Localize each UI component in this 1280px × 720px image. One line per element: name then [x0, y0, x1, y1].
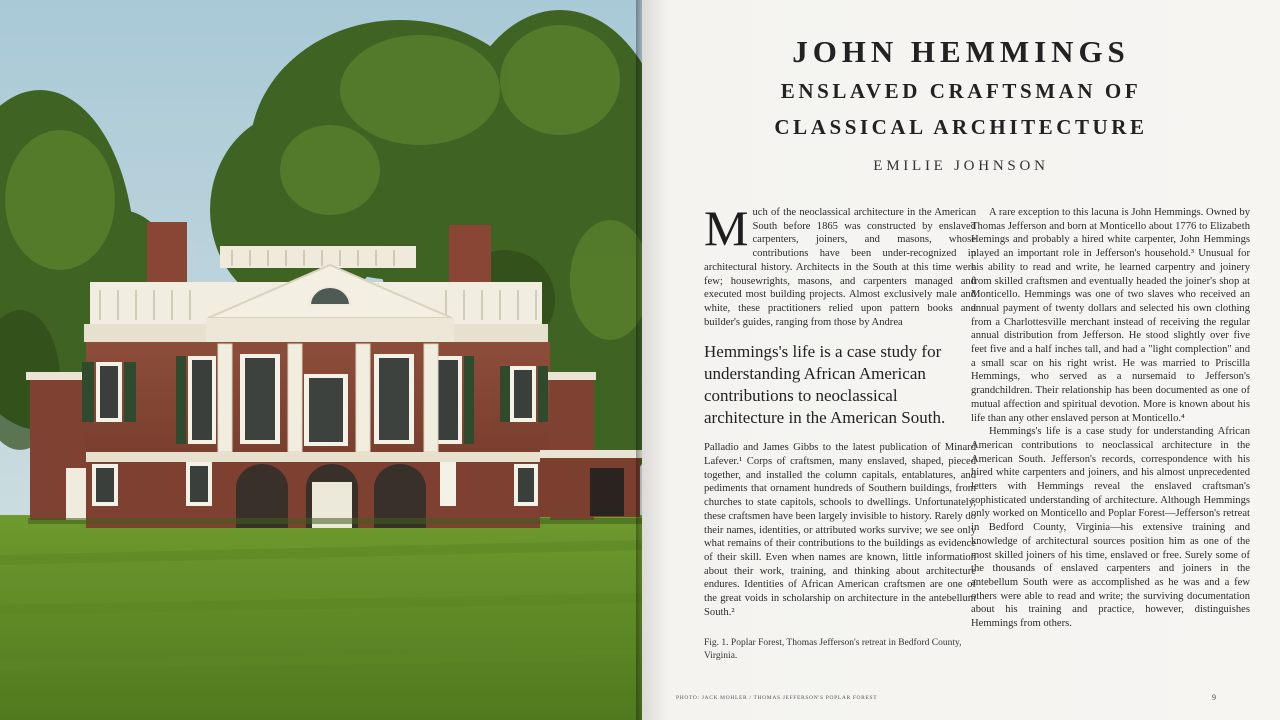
body-paragraph: Palladio and James Gibbs to the latest publication of Minard Lafever.¹ Corps of craftsmen, many enslaved, shaped, pieced together, and installed the column capitals, entablatures, and pediments that ornament hundreds of Southern buildings, from churches to state capitols, schools to dwellings. Unfortunately, these craftsmen have been largely invisible to history. Rarely do their names, identities, or attributed works survive; we see only what remains of their contributions to the buildings as evidence of their skill. Even when names are known, little information about their work, training, and thinking about architecture endures. Identities of African American craftsmen are one of the great voids in scholarship on architecture in the antebellum South.²: [704, 442, 976, 618]
left-text-column: [704, 200, 976, 662]
body-paragraph: A rare exception to this lacuna is John Hemmings. Owned by Thomas Jefferson and born at Monticello about 1776 to Elizabeth Hemings and probably a hired white carpenter, John Hemmings played an important role in Jefferson's household.³ Unusual for his ability to read and write, he learned carpentry and joinery from skilled craftsmen and eventually headed the joiner's shop at Monticello. Hemmings was one of two slaves who received an annual payment of twenty dollars and selected his own clothing from a Charlottesville merchant instead of receiving the regular annual distribution from Jefferson. He stood slightly over five feet five and a half inches tall, and had a "light complection" and a small scar on his right wrist. He was married to Priscilla Hemmings, who served as a nursemaid to Jefferson's grandchildren. Their relationship has been documented as one of mutual affection and spiritual devotion. More is known about his life than any other enslaved person at Monticello.⁴: [971, 207, 1250, 424]
article-title-line-1: JOHN HEMMINGS: [792, 34, 1130, 69]
article-page: [642, 0, 1280, 720]
body-paragraph: Hemmings's life is a case study for understanding African American contributions to neoclassical architecture in the American South. Jefferson's records, correspondence with his hired white carpenters and joiners, and his almost unprecedented letters with Hemmings reveal the enslaved craftsman's sophisticated understanding of architecture. Although Hemmings only worked on Monticello and Poplar Forest—Jefferson's retreat in Bedford County, Virginia—his extensive training and knowledge of architectural sources position him as one of the most skilled joiners of his time, enslaved or free. Surely some of the thousands of enslaved carpenters and joiners in the antebellum South were as accomplished as he was and a few others were able to read and write; the surviving documentation about his training and practice, however, distinguishes Hemmings from others.: [971, 426, 1250, 630]
drop-cap: M: [704, 200, 749, 256]
opening-paragraph: [704, 200, 976, 329]
article-title-line-3: CLASSICAL ARCHITECTURE: [774, 115, 1148, 139]
article-author: EMILIE JOHNSON: [873, 158, 1049, 174]
right-text-column: [971, 206, 1250, 631]
page-number: 9: [1212, 693, 1216, 702]
opening-paragraph-text: uch of the neoclassical architecture in the American South before 1865 was constructed by enslaved carpenters, joiners, and masons, whose contributions have been under-recognized in architectural history. Architects in the South at this time were few; housewrights, masons, and carpenters managed and executed most building projects. Almost exclusively male and white, these practitioners relied upon pattern books and builder's guides, ranging from those by Andrea: [704, 207, 976, 328]
figure-caption: Fig. 1. Poplar Forest, Thomas Jefferson's retreat in Bedford County, Virginia.: [704, 638, 962, 661]
article-title-line-2: ENSLAVED CRAFTSMAN OF: [780, 79, 1142, 103]
photo-credit: PHOTO: JACK MOHLER / THOMAS JEFFERSON'S POPLAR FOREST: [676, 695, 878, 701]
pull-quote: Hemmings's life is a case study for understanding African American contributions to neoclassical architecture in the American South.: [704, 342, 946, 428]
